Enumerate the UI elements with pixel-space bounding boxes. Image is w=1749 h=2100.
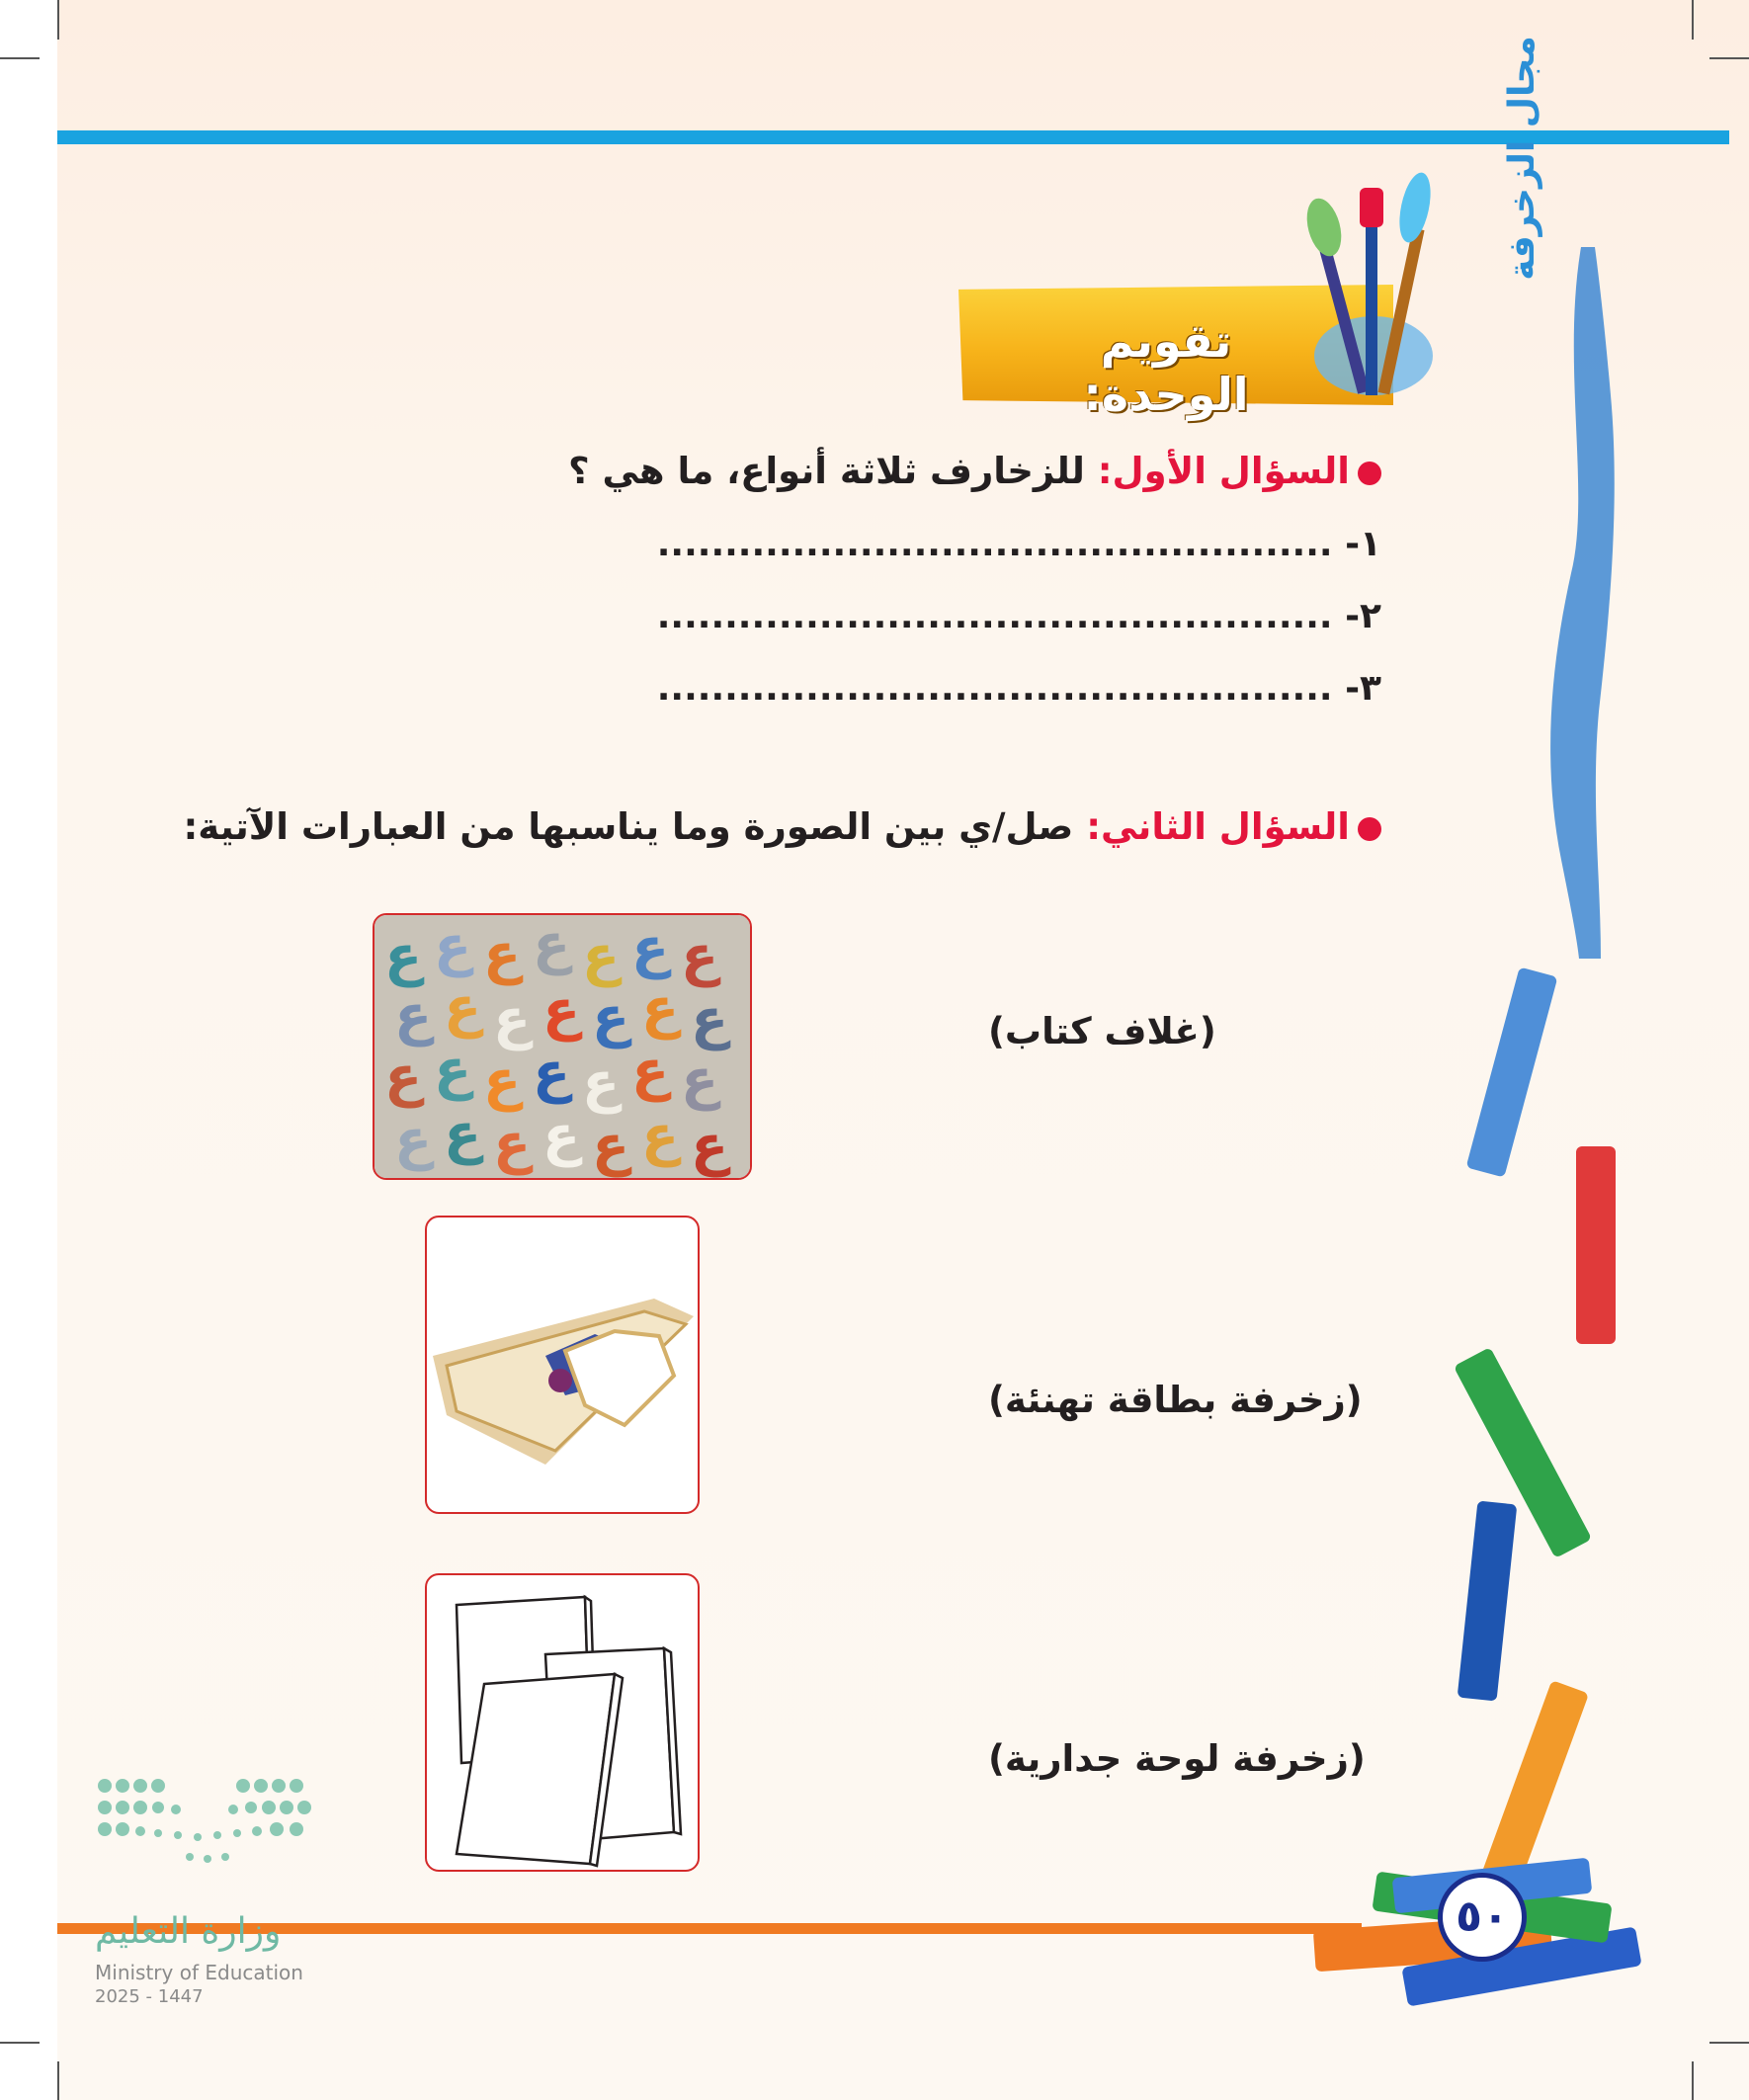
bullet-dot-icon <box>1358 817 1381 841</box>
svg-text:ع: ع <box>434 1038 472 1102</box>
crop-mark <box>57 2061 59 2100</box>
svg-text:ع: ع <box>681 1048 719 1112</box>
svg-text:ع: ع <box>483 922 522 986</box>
svg-text:ع: ع <box>493 987 532 1051</box>
wall-panels-illustration <box>427 1575 698 1870</box>
ministry-english-name: Ministry of Education <box>95 1961 303 1984</box>
ministry-arabic-name: وزارة التعليم <box>95 1911 282 1952</box>
svg-text:ع: ع <box>444 975 482 1040</box>
crop-mark <box>1692 2061 1694 2100</box>
svg-text:ع: ع <box>533 1041 571 1105</box>
top-blue-rule <box>57 130 1729 144</box>
bullet-dot-icon <box>1358 462 1381 485</box>
question-1-label: السؤال الأول: <box>1097 450 1350 492</box>
svg-text:ع: ع <box>384 1045 423 1109</box>
question-1 <box>568 450 1381 492</box>
svg-text:ع: ع <box>592 1114 630 1178</box>
calligraphy-pattern-illustration <box>375 915 750 1178</box>
svg-text:ع: ع <box>542 978 581 1043</box>
svg-text:ع: ع <box>641 1104 680 1168</box>
unit-side-label: مجال الزخرفة <box>1502 36 1542 281</box>
crop-mark <box>1709 57 1749 59</box>
answer-line-3[interactable]: ٣- .................................................. <box>656 668 1381 709</box>
svg-text:ع: ع <box>394 983 433 1048</box>
crop-mark <box>1692 0 1694 40</box>
option-wall-panel[interactable]: (زخرفة لوحة جدارية) <box>988 1737 1366 1780</box>
wall-panel-image[interactable] <box>425 1573 700 1872</box>
svg-text:ع: ع <box>681 924 719 988</box>
option-greeting-card[interactable]: (زخرفة بطاقة تهنئة) <box>988 1379 1363 1421</box>
crop-mark <box>0 57 40 59</box>
svg-text:ع: ع <box>691 987 729 1051</box>
svg-text:ع: ع <box>542 1104 581 1168</box>
svg-text:ع: ع <box>533 915 571 976</box>
crop-mark <box>57 0 59 40</box>
svg-text:ع: ع <box>631 916 670 980</box>
crop-mark <box>1709 2042 1749 2044</box>
svg-text:ع: ع <box>493 1112 532 1176</box>
ministry-year: 2025 - 1447 <box>95 1986 204 2007</box>
svg-text:ع: ع <box>394 1108 433 1172</box>
question-2 <box>183 805 1381 848</box>
svg-text:ع: ع <box>444 1102 482 1166</box>
svg-text:ع: ع <box>641 976 680 1041</box>
page-number: ٥٠ <box>1438 1873 1527 1962</box>
svg-text:ع: ع <box>631 1039 670 1103</box>
question-2-text: صل/ي بين الصورة وما يناسبها من العبارات الآتية: <box>183 805 1074 848</box>
crayons-decoration <box>1255 949 1670 2036</box>
ministry-logo-dots-icon <box>95 1774 312 1883</box>
side-blue-stroke <box>1522 247 1630 959</box>
palette-brushes-icon <box>1285 168 1462 415</box>
calligraphy-pattern-image[interactable] <box>373 913 752 1180</box>
svg-text:ع: ع <box>691 1114 729 1178</box>
question-2-label: السؤال الثاني: <box>1086 805 1350 848</box>
answer-line-1[interactable]: ١- .................................................. <box>656 524 1381 564</box>
svg-text:ع: ع <box>582 1050 621 1115</box>
svg-text:ع: ع <box>582 924 621 988</box>
greeting-card-illustration <box>427 1218 698 1512</box>
svg-text:ع: ع <box>384 924 423 988</box>
unit-evaluation-title: تقويم الوحدة: <box>1083 314 1249 421</box>
svg-text:ع: ع <box>483 1049 522 1113</box>
svg-text:ع: ع <box>434 915 472 978</box>
answer-line-2[interactable]: ٢- .................................................. <box>656 596 1381 636</box>
svg-text:ع: ع <box>592 985 630 1050</box>
greeting-card-image[interactable] <box>425 1216 700 1514</box>
option-book-cover[interactable]: (غلاف كتاب) <box>988 1010 1216 1052</box>
crop-mark <box>0 2042 40 2044</box>
question-1-text: للزخارف ثلاثة أنواع، ما هي ؟ <box>568 450 1085 492</box>
